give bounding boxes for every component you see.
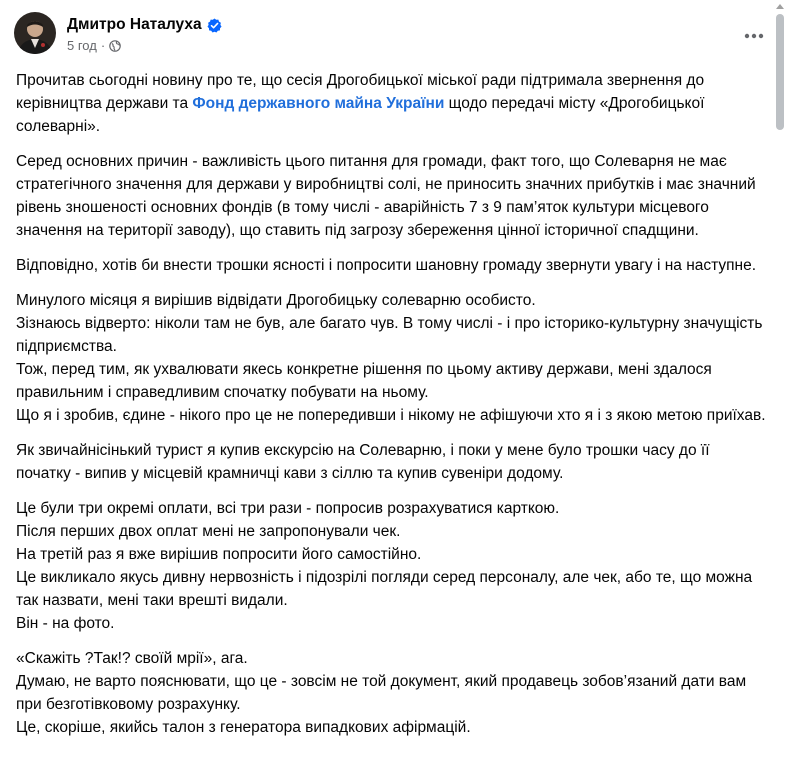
avatar[interactable] — [14, 12, 56, 54]
paragraph-4-line: Зізнаюсь відверто: ніколи там не був, але багато чув. В тому числі - і про історико-культурну значущість підприємства. — [16, 315, 763, 355]
paragraph-7 — [16, 647, 768, 739]
scrollbar-thumb[interactable] — [776, 14, 784, 130]
fund-link[interactable]: Фонд державного майна України — [192, 95, 445, 112]
more-options-icon — [744, 33, 764, 39]
paragraph-6 — [16, 497, 768, 635]
more-options-button[interactable] — [736, 18, 772, 54]
paragraph-6-line: Це викликало якусь дивну нервозність і підозрілі погляди серед персоналу, але чек, або те, що можна так назвати, мені таки врешті видали. — [16, 569, 753, 609]
paragraph-6-line: На третій раз я вже вирішив попросити його самостійно. — [16, 546, 422, 563]
verified-badge-icon — [207, 18, 222, 33]
post-timestamp[interactable]: 5 год — [67, 38, 97, 53]
paragraph-3: Відповідно, хотів би внести трошки ясності і попросити шановну громаду звернути увагу і на наступне. — [16, 257, 757, 274]
globe-icon[interactable] — [109, 40, 121, 52]
scrollbar[interactable] — [775, 0, 785, 777]
paragraph-4-line: Минулого місяця я вирішив відвідати Дрогобицьку солеварню особисто. — [16, 292, 536, 309]
paragraph-7-line: Це, скоріше, якийсь талон з генератора випадкових афірмацій. — [16, 719, 471, 736]
paragraph-7-line: «Скажіть ?Так!? своїй мрії», ага. — [16, 650, 248, 667]
paragraph-6-line: Це були три окремі оплати, всі три рази - попросив розрахуватися карткою. — [16, 500, 560, 517]
paragraph-1-text-end: щодо передачі місту «Дрогобицької солеварні». — [16, 95, 705, 135]
post-meta — [67, 38, 222, 53]
author-name[interactable]: Дмитро Наталуха — [67, 16, 202, 33]
paragraph-4 — [16, 289, 768, 427]
paragraph-2: Серед основних причин - важливість цього питання для громади, факт того, що Солеварня не має стратегічного значення для держави у виробництві солі, не приносить значних прибутків і має значний рівень зношеності основних фондів (в тому числі - аварійність 7 з 9 пам’яток культури місцевого значення на території заводу), що ставить під загрозу збереження цінної історичної спадщини. — [16, 153, 756, 239]
paragraph-4-line: Що я і зробив, єдине - нікого про це не попередивши і нікому не афішуючи хто я і з якою метою приїхав. — [16, 407, 766, 424]
paragraph-5: Як звичайнісінький турист я купив екскурсію на Солеварню, і поки у мене було трошки часу до її початку - випив у місцевій крамничці кави з сіллю та купив сувеніри додому. — [16, 442, 710, 482]
paragraph-1-text-start: Прочитав сьогодні новину про те, що сесія Дрогобицької міської ради підтримала звернення до керівництва держави та — [16, 72, 705, 112]
paragraph-6-line: Після перших двох оплат мені не запропонували чек. — [16, 523, 401, 540]
paragraph-6-line: Він - на фото. — [16, 615, 115, 632]
post-header — [14, 12, 222, 62]
author-block — [67, 15, 222, 53]
paragraph-4-line: Тож, перед тим, як ухвалювати якесь конкретне рішення по цьому активу держави, мені здалося правильним і справедливим спочатку побувати на ньому. — [16, 361, 712, 401]
author-row — [67, 15, 222, 35]
scroll-up-arrow-icon[interactable] — [776, 4, 784, 9]
paragraph-1 — [16, 69, 768, 138]
avatar-photo — [14, 12, 56, 54]
post-text — [16, 69, 768, 751]
paragraph-7-line: Думаю, не варто пояснювати, що це - зовсім не той документ, який продавець зобов’язаний дати вам при безготівковому розрахунку. — [16, 673, 747, 713]
meta-separator: · — [100, 38, 106, 53]
